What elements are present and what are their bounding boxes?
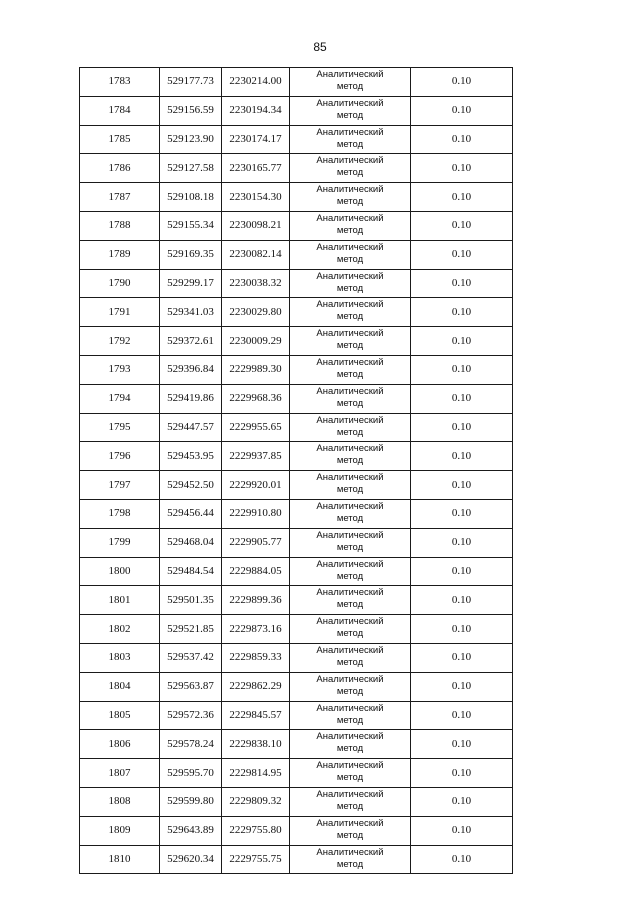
y-coordinate-cell: 2230098.21 xyxy=(222,211,290,240)
method-cell xyxy=(290,327,411,356)
table-row xyxy=(80,759,513,788)
point-number-cell: 1783 xyxy=(80,68,160,97)
accuracy-cell: 0.10 xyxy=(411,615,513,644)
method-line-1: Аналитический xyxy=(316,644,384,656)
x-coordinate-cell: 529521.85 xyxy=(160,615,222,644)
method-cell xyxy=(290,183,411,212)
point-number-cell: 1806 xyxy=(80,730,160,759)
accuracy-cell: 0.10 xyxy=(411,816,513,845)
table-row xyxy=(80,298,513,327)
method-line-2: метод xyxy=(336,253,364,265)
method-cell xyxy=(290,615,411,644)
method-cell xyxy=(290,68,411,97)
accuracy-cell: 0.10 xyxy=(411,499,513,528)
method-cell xyxy=(290,355,411,384)
x-coordinate-cell: 529419.86 xyxy=(160,384,222,413)
table-row xyxy=(80,154,513,183)
x-coordinate-cell: 529572.36 xyxy=(160,701,222,730)
accuracy-cell: 0.10 xyxy=(411,384,513,413)
method-cell xyxy=(290,499,411,528)
accuracy-cell: 0.10 xyxy=(411,298,513,327)
method-cell xyxy=(290,816,411,845)
accuracy-cell: 0.10 xyxy=(411,442,513,471)
y-coordinate-cell: 2230009.29 xyxy=(222,327,290,356)
accuracy-cell: 0.10 xyxy=(411,672,513,701)
method-line-1: Аналитический xyxy=(316,529,384,541)
method-line-2: метод xyxy=(336,455,364,467)
method-line-2: метод xyxy=(336,224,364,236)
method-line-2: метод xyxy=(336,512,364,524)
y-coordinate-cell: 2230082.14 xyxy=(222,240,290,269)
x-coordinate-cell: 529468.04 xyxy=(160,528,222,557)
point-number-cell: 1802 xyxy=(80,615,160,644)
x-coordinate-cell: 529452.50 xyxy=(160,471,222,500)
method-line-1: Аналитический xyxy=(316,587,384,599)
table-row xyxy=(80,96,513,125)
x-coordinate-cell: 529620.34 xyxy=(160,845,222,874)
method-line-1: Аналитический xyxy=(316,97,384,109)
accuracy-cell: 0.10 xyxy=(411,701,513,730)
method-line-1: Аналитический xyxy=(316,443,384,455)
method-cell xyxy=(290,586,411,615)
method-line-2: метод xyxy=(336,685,364,697)
table-row xyxy=(80,327,513,356)
method-cell xyxy=(290,384,411,413)
accuracy-cell: 0.10 xyxy=(411,125,513,154)
method-cell xyxy=(290,528,411,557)
y-coordinate-cell: 2229937.85 xyxy=(222,442,290,471)
y-coordinate-cell: 2229905.77 xyxy=(222,528,290,557)
point-number-cell: 1808 xyxy=(80,787,160,816)
accuracy-cell: 0.10 xyxy=(411,471,513,500)
point-number-cell: 1790 xyxy=(80,269,160,298)
table-row xyxy=(80,68,513,97)
method-line-2: метод xyxy=(336,541,364,553)
method-cell xyxy=(290,643,411,672)
point-number-cell: 1809 xyxy=(80,816,160,845)
method-line-2: метод xyxy=(336,138,364,150)
accuracy-cell: 0.10 xyxy=(411,413,513,442)
x-coordinate-cell: 529599.80 xyxy=(160,787,222,816)
point-number-cell: 1801 xyxy=(80,586,160,615)
method-cell xyxy=(290,154,411,183)
x-coordinate-cell: 529169.35 xyxy=(160,240,222,269)
table-row xyxy=(80,413,513,442)
table-row xyxy=(80,240,513,269)
method-line-2: метод xyxy=(336,743,364,755)
method-line-2: метод xyxy=(336,628,364,640)
table-row xyxy=(80,471,513,500)
x-coordinate-cell: 529299.17 xyxy=(160,269,222,298)
point-number-cell: 1798 xyxy=(80,499,160,528)
method-cell xyxy=(290,298,411,327)
y-coordinate-cell: 2230029.80 xyxy=(222,298,290,327)
point-number-cell: 1795 xyxy=(80,413,160,442)
accuracy-cell: 0.10 xyxy=(411,643,513,672)
point-number-cell: 1800 xyxy=(80,557,160,586)
method-line-2: метод xyxy=(336,368,364,380)
page-number: 85 xyxy=(313,40,327,54)
method-line-2: метод xyxy=(336,656,364,668)
x-coordinate-cell: 529396.84 xyxy=(160,355,222,384)
method-cell xyxy=(290,269,411,298)
point-number-cell: 1794 xyxy=(80,384,160,413)
method-cell xyxy=(290,96,411,125)
table-row xyxy=(80,125,513,154)
accuracy-cell: 0.10 xyxy=(411,557,513,586)
method-line-1: Аналитический xyxy=(316,356,384,368)
method-line-2: метод xyxy=(336,772,364,784)
method-line-2: метод xyxy=(336,109,364,121)
accuracy-cell: 0.10 xyxy=(411,355,513,384)
accuracy-cell: 0.10 xyxy=(411,586,513,615)
accuracy-cell: 0.10 xyxy=(411,96,513,125)
method-line-2: метод xyxy=(336,397,364,409)
table-row xyxy=(80,643,513,672)
point-number-cell: 1805 xyxy=(80,701,160,730)
method-line-1: Аналитический xyxy=(316,702,384,714)
method-line-1: Аналитический xyxy=(316,616,384,628)
point-number-cell: 1792 xyxy=(80,327,160,356)
y-coordinate-cell: 2230038.32 xyxy=(222,269,290,298)
accuracy-cell: 0.10 xyxy=(411,759,513,788)
y-coordinate-cell: 2229910.80 xyxy=(222,499,290,528)
method-line-1: Аналитический xyxy=(316,270,384,282)
method-line-2: метод xyxy=(336,599,364,611)
method-line-1: Аналитический xyxy=(316,472,384,484)
method-line-1: Аналитический xyxy=(316,817,384,829)
point-number-cell: 1796 xyxy=(80,442,160,471)
table-row xyxy=(80,355,513,384)
table-row xyxy=(80,211,513,240)
table-row xyxy=(80,730,513,759)
accuracy-cell: 0.10 xyxy=(411,787,513,816)
accuracy-cell: 0.10 xyxy=(411,183,513,212)
y-coordinate-cell: 2230194.34 xyxy=(222,96,290,125)
x-coordinate-cell: 529447.57 xyxy=(160,413,222,442)
method-cell xyxy=(290,442,411,471)
method-cell xyxy=(290,701,411,730)
point-number-cell: 1797 xyxy=(80,471,160,500)
accuracy-cell: 0.10 xyxy=(411,845,513,874)
method-line-2: метод xyxy=(336,570,364,582)
table-row xyxy=(80,384,513,413)
y-coordinate-cell: 2229899.36 xyxy=(222,586,290,615)
method-cell xyxy=(290,471,411,500)
y-coordinate-cell: 2229859.33 xyxy=(222,643,290,672)
accuracy-cell: 0.10 xyxy=(411,211,513,240)
method-line-1: Аналитический xyxy=(316,760,384,772)
method-line-2: метод xyxy=(336,829,364,841)
coordinates-table xyxy=(79,67,513,874)
y-coordinate-cell: 2229755.75 xyxy=(222,845,290,874)
method-cell xyxy=(290,759,411,788)
point-number-cell: 1788 xyxy=(80,211,160,240)
point-number-cell: 1787 xyxy=(80,183,160,212)
coordinates-table-body xyxy=(80,68,513,874)
method-line-1: Аналитический xyxy=(316,846,384,858)
method-line-2: метод xyxy=(336,311,364,323)
method-line-2: метод xyxy=(336,81,364,92)
y-coordinate-cell: 2229920.01 xyxy=(222,471,290,500)
table-row xyxy=(80,269,513,298)
method-line-2: метод xyxy=(336,714,364,726)
table-row xyxy=(80,528,513,557)
y-coordinate-cell: 2229814.95 xyxy=(222,759,290,788)
x-coordinate-cell: 529123.90 xyxy=(160,125,222,154)
method-line-1: Аналитический xyxy=(316,788,384,800)
method-cell xyxy=(290,413,411,442)
table-row xyxy=(80,845,513,874)
y-coordinate-cell: 2230214.00 xyxy=(222,68,290,97)
method-line-2: метод xyxy=(336,196,364,208)
x-coordinate-cell: 529127.58 xyxy=(160,154,222,183)
point-number-cell: 1786 xyxy=(80,154,160,183)
accuracy-cell: 0.10 xyxy=(411,68,513,97)
y-coordinate-cell: 2229989.30 xyxy=(222,355,290,384)
accuracy-cell: 0.10 xyxy=(411,240,513,269)
method-line-1: Аналитический xyxy=(316,184,384,196)
table-row xyxy=(80,701,513,730)
point-number-cell: 1793 xyxy=(80,355,160,384)
x-coordinate-cell: 529156.59 xyxy=(160,96,222,125)
method-line-1: Аналитический xyxy=(316,69,384,80)
x-coordinate-cell: 529453.95 xyxy=(160,442,222,471)
x-coordinate-cell: 529155.34 xyxy=(160,211,222,240)
point-number-cell: 1804 xyxy=(80,672,160,701)
y-coordinate-cell: 2229862.29 xyxy=(222,672,290,701)
point-number-cell: 1803 xyxy=(80,643,160,672)
method-line-2: метод xyxy=(336,858,364,870)
y-coordinate-cell: 2229873.16 xyxy=(222,615,290,644)
point-number-cell: 1785 xyxy=(80,125,160,154)
method-cell xyxy=(290,672,411,701)
accuracy-cell: 0.10 xyxy=(411,154,513,183)
method-line-2: метод xyxy=(336,426,364,438)
method-line-1: Аналитический xyxy=(316,155,384,167)
method-line-2: метод xyxy=(336,167,364,179)
point-number-cell: 1807 xyxy=(80,759,160,788)
accuracy-cell: 0.10 xyxy=(411,730,513,759)
table-row xyxy=(80,499,513,528)
accuracy-cell: 0.10 xyxy=(411,528,513,557)
method-line-1: Аналитический xyxy=(316,299,384,311)
x-coordinate-cell: 529456.44 xyxy=(160,499,222,528)
method-cell xyxy=(290,211,411,240)
method-cell xyxy=(290,730,411,759)
method-line-1: Аналитический xyxy=(316,212,384,224)
table-row xyxy=(80,787,513,816)
method-line-1: Аналитический xyxy=(316,731,384,743)
method-line-1: Аналитический xyxy=(316,500,384,512)
method-line-1: Аналитический xyxy=(316,126,384,138)
table-row xyxy=(80,557,513,586)
table-row xyxy=(80,672,513,701)
x-coordinate-cell: 529108.18 xyxy=(160,183,222,212)
method-line-2: метод xyxy=(336,484,364,496)
x-coordinate-cell: 529578.24 xyxy=(160,730,222,759)
y-coordinate-cell: 2230165.77 xyxy=(222,154,290,183)
method-line-2: метод xyxy=(336,282,364,294)
y-coordinate-cell: 2229809.32 xyxy=(222,787,290,816)
method-line-1: Аналитический xyxy=(316,558,384,570)
x-coordinate-cell: 529341.03 xyxy=(160,298,222,327)
point-number-cell: 1799 xyxy=(80,528,160,557)
table-row xyxy=(80,816,513,845)
x-coordinate-cell: 529177.73 xyxy=(160,68,222,97)
y-coordinate-cell: 2229838.10 xyxy=(222,730,290,759)
y-coordinate-cell: 2229955.65 xyxy=(222,413,290,442)
method-cell xyxy=(290,787,411,816)
method-line-2: метод xyxy=(336,340,364,352)
method-line-1: Аналитический xyxy=(316,414,384,426)
method-line-1: Аналитический xyxy=(316,328,384,340)
point-number-cell: 1784 xyxy=(80,96,160,125)
table-row xyxy=(80,442,513,471)
point-number-cell: 1810 xyxy=(80,845,160,874)
point-number-cell: 1789 xyxy=(80,240,160,269)
x-coordinate-cell: 529643.89 xyxy=(160,816,222,845)
method-line-2: метод xyxy=(336,800,364,812)
x-coordinate-cell: 529537.42 xyxy=(160,643,222,672)
y-coordinate-cell: 2230154.30 xyxy=(222,183,290,212)
table-row xyxy=(80,615,513,644)
method-cell xyxy=(290,557,411,586)
x-coordinate-cell: 529372.61 xyxy=(160,327,222,356)
method-line-1: Аналитический xyxy=(316,241,384,253)
y-coordinate-cell: 2229884.05 xyxy=(222,557,290,586)
y-coordinate-cell: 2229968.36 xyxy=(222,384,290,413)
method-line-1: Аналитический xyxy=(316,385,384,397)
x-coordinate-cell: 529595.70 xyxy=(160,759,222,788)
method-cell xyxy=(290,240,411,269)
method-cell xyxy=(290,845,411,874)
accuracy-cell: 0.10 xyxy=(411,327,513,356)
y-coordinate-cell: 2230174.17 xyxy=(222,125,290,154)
accuracy-cell: 0.10 xyxy=(411,269,513,298)
x-coordinate-cell: 529484.54 xyxy=(160,557,222,586)
y-coordinate-cell: 2229845.57 xyxy=(222,701,290,730)
x-coordinate-cell: 529501.35 xyxy=(160,586,222,615)
table-row xyxy=(80,586,513,615)
y-coordinate-cell: 2229755.80 xyxy=(222,816,290,845)
x-coordinate-cell: 529563.87 xyxy=(160,672,222,701)
method-cell xyxy=(290,125,411,154)
point-number-cell: 1791 xyxy=(80,298,160,327)
method-line-1: Аналитический xyxy=(316,673,384,685)
table-row xyxy=(80,183,513,212)
